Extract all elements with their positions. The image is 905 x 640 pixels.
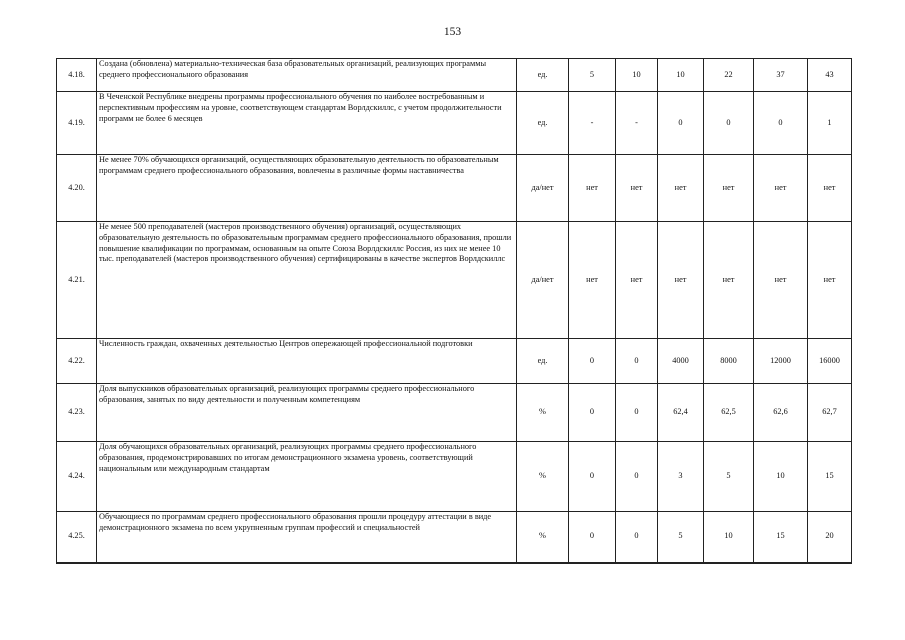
value-cell: 8000 xyxy=(704,339,754,384)
row-number: 4.22. xyxy=(57,339,97,384)
page-number: 153 xyxy=(443,26,462,38)
value-cell: нет xyxy=(569,155,616,222)
value-cell: нет xyxy=(616,222,658,339)
value-cell: нет xyxy=(754,155,808,222)
value-cell: нет xyxy=(808,155,852,222)
indicator-description: Доля выпускников образовательных организаций, реализующих программы среднего профессионального образования, занятых по виду деятельности и полученным компетенциям xyxy=(97,384,517,442)
value-cell: 20 xyxy=(808,512,852,563)
value-cell: 0 xyxy=(569,339,616,384)
value-cell: 10 xyxy=(658,59,704,92)
value-cell: 15 xyxy=(754,512,808,563)
table-row xyxy=(57,92,852,155)
value-cell: 10 xyxy=(704,512,754,563)
row-number: 4.20. xyxy=(57,155,97,222)
unit-cell: да/нет xyxy=(517,222,569,339)
value-cell: 0 xyxy=(704,92,754,155)
table-row xyxy=(57,59,852,92)
value-cell: 10 xyxy=(616,59,658,92)
row-number: 4.24. xyxy=(57,442,97,512)
indicator-description: В Чеченской Республике внедрены программы профессионального обучения по наиболее востребованным и перспективным профессиям на уровне, соответствующем стандартам Ворлдскиллс, с учетом продолжительности программ не более 6 месяцев xyxy=(97,92,517,155)
value-cell: 0 xyxy=(658,92,704,155)
unit-cell: % xyxy=(517,442,569,512)
value-cell: 0 xyxy=(616,384,658,442)
value-cell: 43 xyxy=(808,59,852,92)
indicator-description: Численность граждан, охваченных деятельностью Центров опережающей профессиональной подготовки xyxy=(97,339,517,384)
value-cell: 0 xyxy=(569,384,616,442)
value-cell: 1 xyxy=(808,92,852,155)
value-cell: 5 xyxy=(704,442,754,512)
value-cell: 62,6 xyxy=(754,384,808,442)
value-cell: 62,7 xyxy=(808,384,852,442)
row-number: 4.25. xyxy=(57,512,97,563)
table-row xyxy=(57,222,852,339)
value-cell: нет xyxy=(658,222,704,339)
value-cell: нет xyxy=(754,222,808,339)
indicator-description: Не менее 70% обучающихся организаций, осуществляющих образовательную деятельность по образовательным программам среднего профессионального образования, вовлечены в различные формы наставничества xyxy=(97,155,517,222)
value-cell: - xyxy=(569,92,616,155)
value-cell: 5 xyxy=(569,59,616,92)
row-number: 4.23. xyxy=(57,384,97,442)
unit-cell: да/нет xyxy=(517,155,569,222)
value-cell: нет xyxy=(808,222,852,339)
row-number: 4.18. xyxy=(57,59,97,92)
value-cell: нет xyxy=(704,222,754,339)
table-row xyxy=(57,155,852,222)
value-cell: нет xyxy=(569,222,616,339)
value-cell: 4000 xyxy=(658,339,704,384)
value-cell: 0 xyxy=(754,92,808,155)
unit-cell: ед. xyxy=(517,59,569,92)
value-cell: 0 xyxy=(569,442,616,512)
value-cell: нет xyxy=(616,155,658,222)
row-number: 4.19. xyxy=(57,92,97,155)
value-cell: 0 xyxy=(616,512,658,563)
value-cell: 12000 xyxy=(754,339,808,384)
table-row xyxy=(57,339,852,384)
value-cell: 62,5 xyxy=(704,384,754,442)
unit-cell: % xyxy=(517,384,569,442)
indicators-table-body xyxy=(57,59,852,563)
value-cell: 10 xyxy=(754,442,808,512)
value-cell: 5 xyxy=(658,512,704,563)
unit-cell: ед. xyxy=(517,339,569,384)
value-cell: 0 xyxy=(569,512,616,563)
indicator-description: Создана (обновлена) материально-техническая база образовательных организаций, реализующих программы среднего профессионального образования xyxy=(97,59,517,92)
unit-cell: % xyxy=(517,512,569,563)
table-row xyxy=(57,442,852,512)
indicator-description: Доля обучающихся образовательных организаций, реализующих программы среднего профессионального образования, продемонстрировавших по итогам демонстрационного экзамена уровень, соответствующий национальным или международным стандартам xyxy=(97,442,517,512)
indicators-table xyxy=(56,58,852,564)
indicator-description: Обучающиеся по программам среднего профессионального образования прошли процедуру аттестации в виде демонстрационного экзамена по всем укрупненным группам профессий и специальностей xyxy=(97,512,517,563)
value-cell: 3 xyxy=(658,442,704,512)
value-cell: 0 xyxy=(616,339,658,384)
table-row xyxy=(57,384,852,442)
value-cell: 0 xyxy=(616,442,658,512)
value-cell: 22 xyxy=(704,59,754,92)
value-cell: 62,4 xyxy=(658,384,704,442)
indicator-description: Не менее 500 преподавателей (мастеров производственного обучения) организаций, осуществляющих образовательную деятельность по образовательным программам среднего профессионального образования, прошли повышение квалификации по программам, основанным на опыте Союза Ворлдскиллс Россия, из них не менее 10 тыс. преподавателей (мастеров производственного обучения) сертифицированы в качестве экспертов Ворлдскиллс xyxy=(97,222,517,339)
unit-cell: ед. xyxy=(517,92,569,155)
value-cell: 16000 xyxy=(808,339,852,384)
value-cell: нет xyxy=(704,155,754,222)
value-cell: - xyxy=(616,92,658,155)
value-cell: 15 xyxy=(808,442,852,512)
table-row xyxy=(57,512,852,563)
value-cell: нет xyxy=(658,155,704,222)
value-cell: 37 xyxy=(754,59,808,92)
row-number: 4.21. xyxy=(57,222,97,339)
